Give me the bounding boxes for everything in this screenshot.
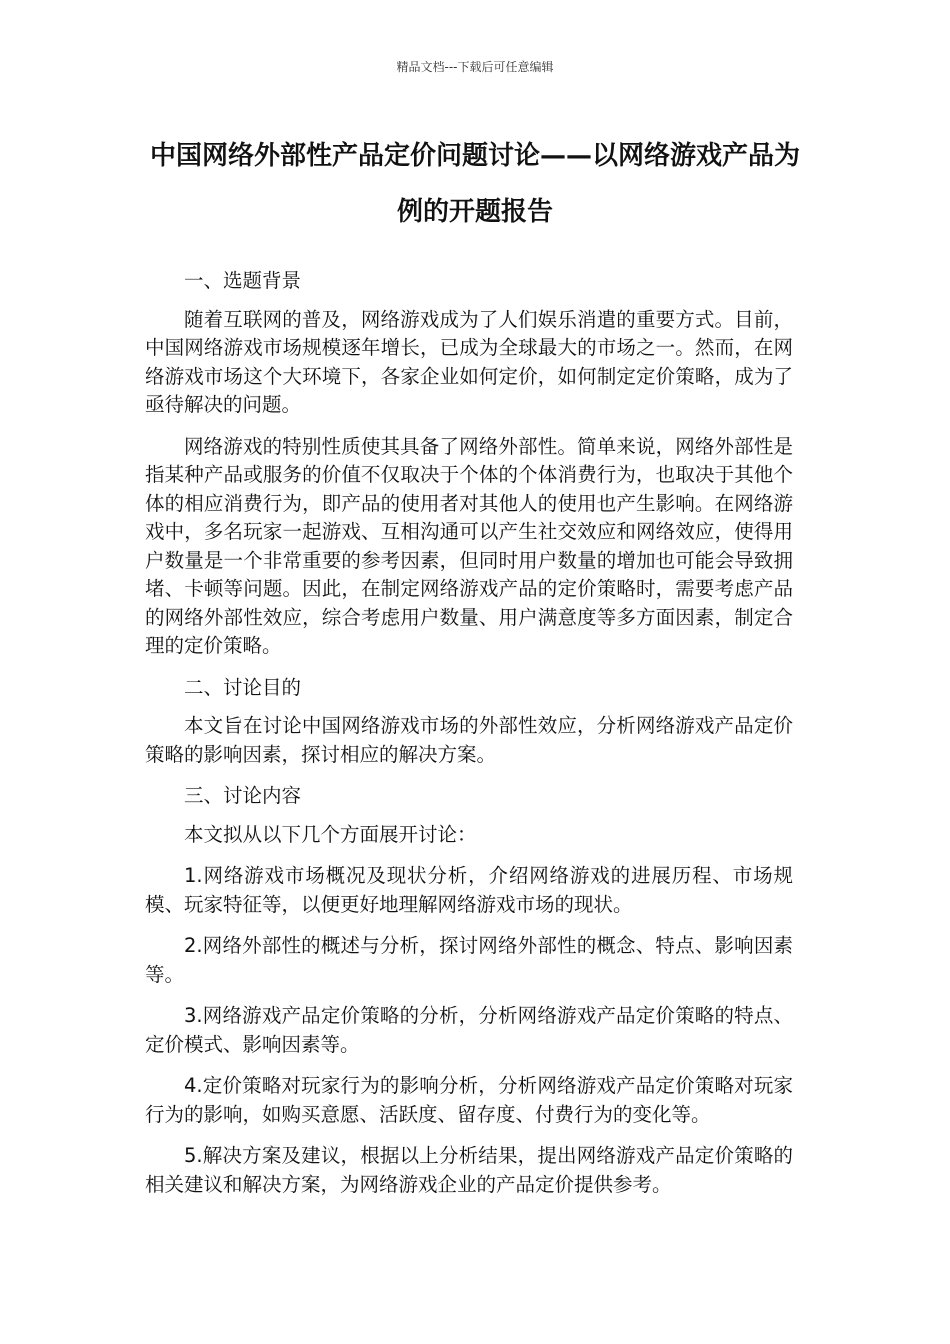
document-body (145, 267, 793, 1212)
document-title: 中国网络外部性产品定价问题讨论——以网络游戏产品为例的开题报告 (149, 141, 800, 227)
header-note: 精品文档---下载后可任意编辑 (396, 60, 554, 74)
list-item: 3.网络游戏产品定价策略的分析，分析网络游戏产品定价策略的特点、定价模式、影响因素等。 (145, 1004, 793, 1056)
section-heading-purpose: 二、讨论目的 (184, 675, 302, 699)
paragraph: 网络游戏的特别性质使其具备了网络外部性。简单来说，网络外部性是指某种产品或服务的价值不仅取决于个体的个体消费行为，也取决于其他个体的相应消费行为，即产品的使用者对其他人的使用也产生影响。在网络游戏中，多名玩家一起游戏、互相沟通可以产生社交效应和网络效应，使得用户数量是一个非常重要的参考因素，但同时用户数量的增加也可能会导致拥堵、卡顿等问题。因此，在制定网络游戏产品的定价策略时，需要考虑产品的网络外部性效应，综合考虑用户数量、用户满意度等多方面因素，制定合理的定价策略。 (145, 434, 793, 657)
section-heading-contents: 三、讨论内容 (184, 784, 302, 807)
paragraph: 本文拟从以下几个方面展开讨论： (184, 822, 477, 846)
paragraph: 本文旨在讨论中国网络游戏市场的外部性效应，分析网络游戏产品定价策略的影响因素，探讨相应的解决方案。 (145, 714, 793, 766)
list-item: 5.解决方案及建议，根据以上分析结果，提出网络游戏产品定价策略的相关建议和解决方案，为网络游戏企业的产品定价提供参考。 (145, 1144, 793, 1196)
list-item: 4.定价策略对玩家行为的影响分析，分析网络游戏产品定价策略对玩家行为的影响，如购买意愿、活跃度、留存度、付费行为的变化等。 (145, 1074, 793, 1126)
section-heading-background: 一、选题背景 (184, 269, 302, 292)
list-item: 2.网络外部性的概述与分析，探讨网络外部性的概念、特点、影响因素等。 (145, 934, 793, 986)
paragraph: 随着互联网的普及，网络游戏成为了人们娱乐消遣的重要方式。目前，中国网络游戏市场规模逐年增长，已成为全球最大的市场之一。然而，在网络游戏市场这个大环境下，各家企业如何定价，如何制定定价策略，成为了亟待解决的问题。 (145, 307, 793, 416)
list-item: 1.网络游戏市场概况及现状分析，介绍网络游戏的进展历程、市场规模、玩家特征等，以便更好地理解网络游戏市场的现状。 (145, 864, 793, 916)
